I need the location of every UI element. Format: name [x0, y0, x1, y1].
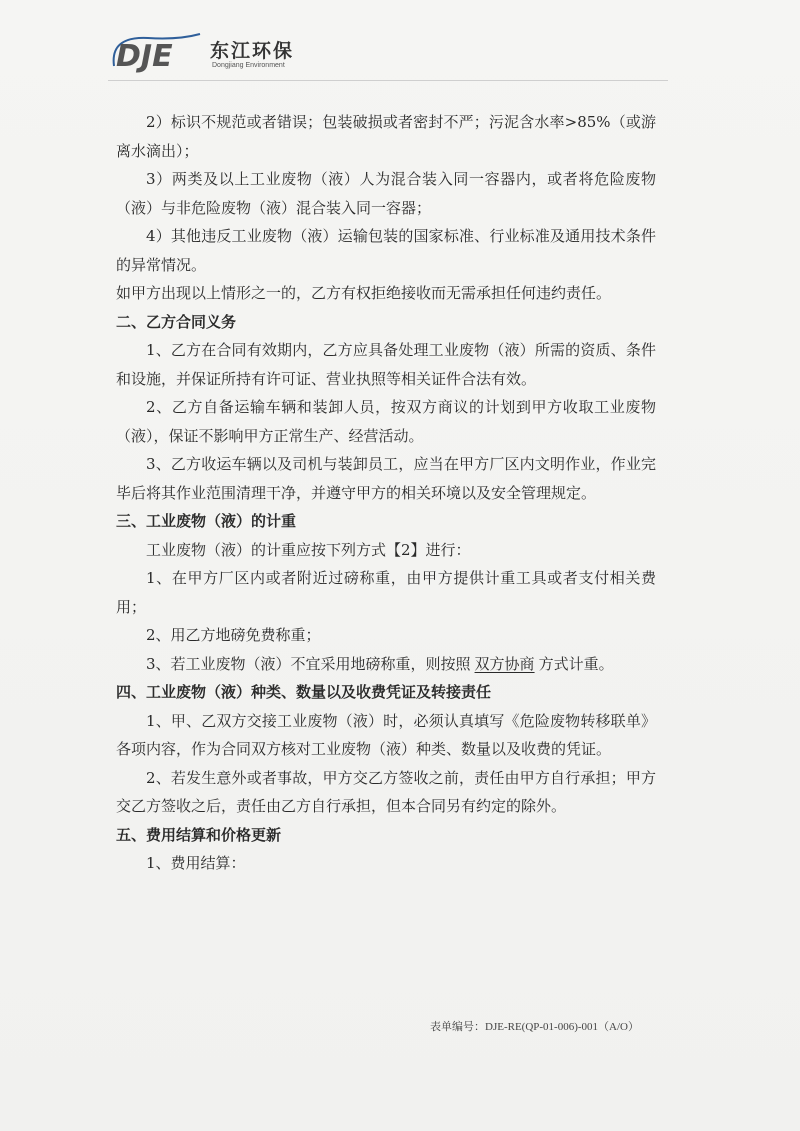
settlement-1: 1、费用结算：: [146, 854, 246, 872]
weighing-2: 2、用乙方地磅免费称重；: [146, 626, 321, 644]
section-heading-5: 五、费用结算和价格更新: [116, 825, 282, 844]
weighing-1: 1、在甲方厂区内或者附近过磅称重，由甲方提供计重工具或者支付相关费用；: [116, 569, 656, 616]
rejection-right: 如甲方出现以上情形之一的，乙方有权拒绝接收而无需承担任何违约责任。: [116, 284, 612, 302]
contract-body: [116, 108, 656, 878]
header-divider: [108, 80, 668, 81]
company-name-en: Dongjiang Environment: [212, 62, 285, 69]
letterhead: [108, 22, 368, 82]
obligation-2: 2、乙方自备运输车辆和装卸人员，按双方商议的计划到甲方收取工业废物（液），保证不影响甲方正常生产、经营活动。: [116, 398, 656, 445]
form-number: 表单编号：DJE-RE(QP-01-006)-001（A/O）: [430, 1021, 639, 1033]
clause-2-item: 2）标识不规范或者错误；包装破损或者密封不严；污泥含水率>85%（或游离水滴出）；: [116, 113, 656, 160]
weighing-intro: 工业废物（液）的计重应按下列方式【2】进行：: [146, 540, 471, 559]
svg-text:DJE: DJE: [116, 39, 173, 74]
section-heading-3: 三、工业废物（液）的计重: [116, 512, 297, 530]
dje-logo-icon: [108, 30, 208, 74]
obligation-1: 1、乙方在合同有效期内，乙方应具备处理工业废物（液）所需的资质、条件和设施，并保证所持有许可证、营业执照等相关证件合法有效。: [116, 341, 656, 388]
clause-3-item: 3）两类及以上工业废物（液）人为混合装入同一容器内，或者将危险废物（液）与非危险废物（液）混合装入同一容器；: [116, 170, 656, 217]
obligation-3: 3、乙方收运车辆以及司机与装卸员工，应当在甲方厂区内文明作业，作业完毕后将其作业范围清理干净，并遵守甲方的相关环境以及安全管理规定。: [116, 455, 656, 502]
transfer-2: 2、若发生意外或者事故，甲方交乙方签收之前，责任由甲方自行承担；甲方交乙方签收之后，责任由乙方自行承担，但本合同另有约定的除外。: [116, 768, 656, 815]
filled-blank: 双方协商: [474, 654, 535, 673]
company-name-cn: 东江环保: [210, 40, 295, 62]
section-heading-4: 四、工业废物（液）种类、数量以及收费凭证及转接责任: [116, 683, 492, 701]
weighing-3: 3、若工业废物（液）不宜采用地磅称重，则按照 双方协商 方式计重。: [146, 654, 614, 673]
section-heading-2: 二、乙方合同义务: [116, 312, 237, 331]
transfer-1: 1、甲、乙双方交接工业废物（液）时，必须认真填写《危险废物转移联单》各项内容，作为合同双方核对工业废物（液）种类、数量以及收费的凭证。: [116, 711, 656, 758]
clause-4-item: 4）其他违反工业废物（液）运输包装的国家标准、行业标准及通用技术条件的异常情况。: [116, 227, 656, 274]
